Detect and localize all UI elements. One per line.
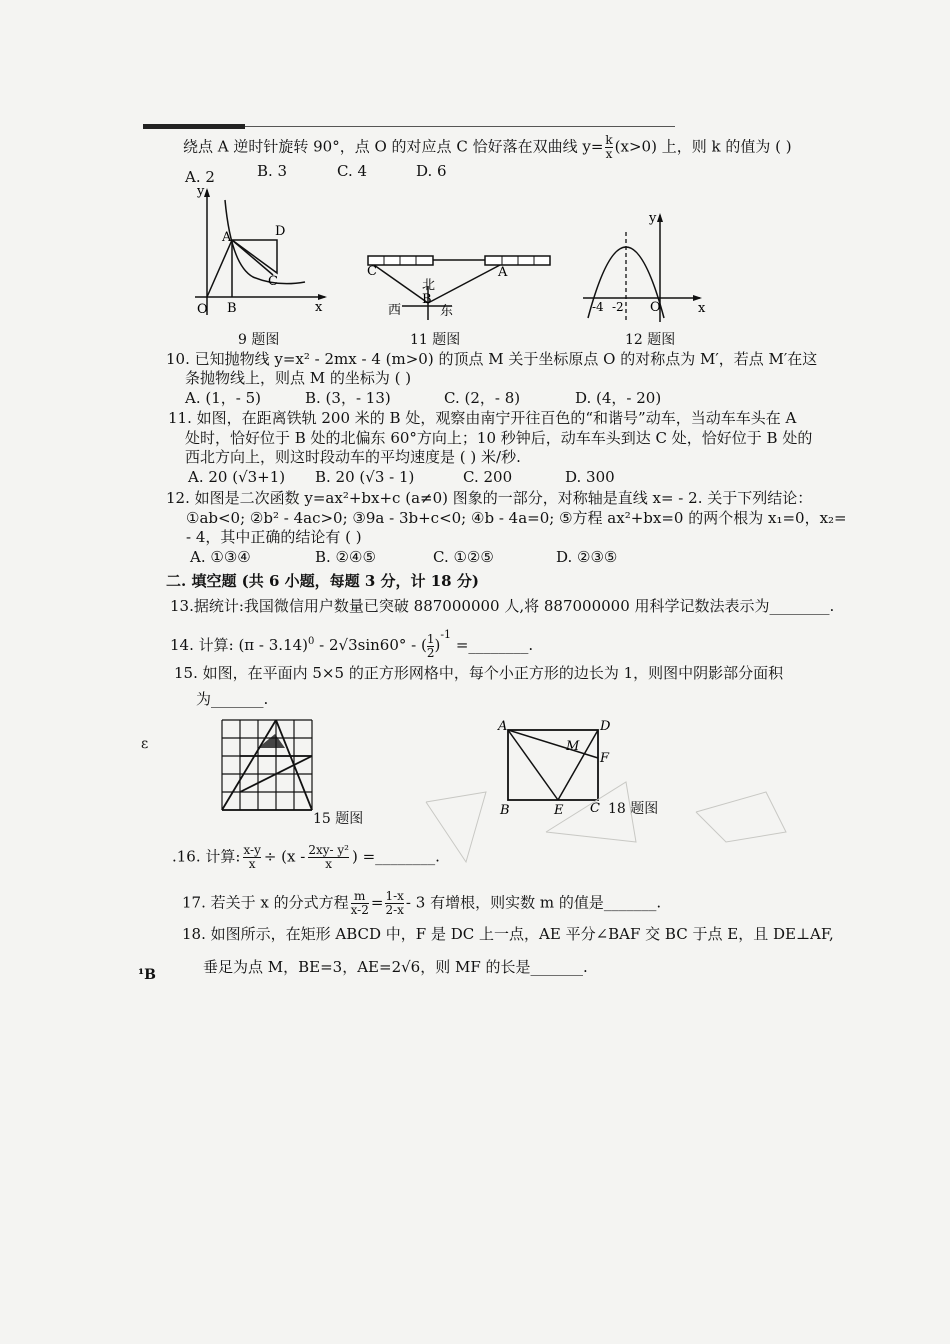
fig18-label-a: A [498,719,508,734]
q16-part-c: ) =________. [351,847,440,866]
margin-mark-bottom: ¹B [138,967,156,983]
q12-line2: ①ab<0; ②b² - 4ac>0; ③9a - 3b+c<0; ④b - 4a=0; ⑤方程 ax²+bx=0 的两个根为 x₁=0，x₂= [186,509,847,527]
q17-equals: = [370,893,384,912]
fig18-label-m: M [566,739,580,754]
q11-option-d: D. 300 [565,468,615,486]
q16-part-b: ÷ (x - [263,847,306,866]
q17-fraction-1 [351,890,369,917]
caption-fig11: 11 题图 [410,332,461,348]
q16-frac1-num: x-y [243,843,261,857]
q15-line1: 15. 如图，在平面内 5×5 的正方形网格中，每个小正方形的边长为 1，则图中阴影部分面积 [174,664,784,682]
fig18-label-e: E [554,803,564,816]
fig11-label-north: 北 [422,278,436,293]
fig9-label-a: A [222,230,232,245]
fig12-label-minus4: -4 [592,300,604,314]
q9-stem-b: (x>0) 上，则 k 的值为 ( ) [614,137,792,156]
q9-fraction [605,134,612,161]
q17-part-a: 17. 若关于 x 的分式方程 [182,893,349,912]
q18-line1: 18. 如图所示，在矩形 ABCD 中，F 是 DC 上一点，AE 平分∠BAF 交 BC 于点 E，且 DE⊥AF, [182,925,834,943]
q10-option-a: A. (1，- 5) [185,389,261,407]
figure-11 [360,248,560,330]
q16-text [172,844,440,871]
q14-part-b: - 2√3sin60° - ( [314,636,427,654]
q14-text [170,628,534,660]
q16-frac2-den: x [325,857,333,871]
fig9-label-d: D [275,224,286,239]
q17-frac1-den: x-2 [350,903,369,917]
fig12-label-minus2: -2 [612,300,624,314]
fig9-label-b: B [227,301,237,316]
fig12-label-y: y [649,211,657,226]
fig18-label-b: B [500,803,510,816]
q14-part-a: 14. 计算: (π - 3.14) [170,636,309,654]
q17-text [182,890,661,917]
caption-fig9: 9 题图 [238,332,280,348]
q16-frac2-num: 2xy- y² [308,843,349,857]
q9-option-d: D. 6 [416,162,447,180]
q10-line2: 条抛物线上，则点 M 的坐标为 ( ) [185,369,412,387]
q12-option-b: B. ②④⑤ [315,548,376,566]
fig18-label-f: F [600,751,610,766]
q9-option-a: A. 2 [185,168,215,186]
fig12-label-x: x [698,301,706,316]
q12-line3: - 4，其中正确的结论有 ( ) [186,528,362,546]
top-rule [143,124,245,129]
figure-12 [578,210,708,328]
q17-fraction-2 [385,890,403,917]
fig9-label-x: x [315,300,323,315]
q17-frac2-den: 2-x [385,903,404,917]
q16-fraction-1 [243,844,260,871]
bleed-through-sketch [396,772,816,872]
q17-part-b: - 3 有增根，则实数 m 的值是_______. [405,893,662,912]
q13-text: 13.据统计:我国微信用户数量已突破 887000000 人,将 887000000 用科学记数法表示为________. [170,597,835,615]
q9-frac-num: k [605,133,613,147]
q9-stem-a: 绕点 A 逆时针旋转 90°，点 O 的对应点 C 恰好落在双曲线 y= [183,137,604,156]
q16-frac1-den: x [248,857,256,871]
q14-exp-zero: 0 [308,636,315,647]
q11-line2: 处时，恰好位于 B 处的北偏东 60°方向上；10 秒钟后，动车车头到达 C 处，恰好位于 B 处的 [185,429,813,447]
q14-part-d: =________. [451,636,534,654]
q11-line3: 西北方向上，则这时段动车的平均速度是 ( ) 米/秒. [185,448,521,466]
q10-line1: 10. 已知抛物线 y=x² - 2mx - 4 (m>0) 的顶点 M 关于坐标原点 O 的对称点为 M′，若点 M′在这 [166,350,818,368]
q9-option-c: C. 4 [337,162,368,180]
fig11-label-a: A [498,265,508,280]
q15-line2: 为_______. [196,690,269,708]
q12-option-a: A. ①③④ [190,548,251,566]
q12-option-d: D. ②③⑤ [556,548,618,566]
figure-15 [220,718,314,812]
fig18-label-c: C [590,801,600,816]
q18-line2: 垂足为点 M，BE=3，AE=2√6，则 MF 的长是_______. [203,958,588,976]
section2-heading: 二. 填空题 (共 6 小题，每题 3 分，计 18 分) [166,572,479,590]
caption-fig12: 12 题图 [625,332,676,348]
figure-9 [185,185,335,325]
q12-line1: 12. 如图是二次函数 y=ax²+bx+c (a≠0) 图象的一部分，对称轴是直线 x= - 2. 关于下列结论： [166,489,813,507]
q11-option-c: C. 200 [463,468,513,486]
q14-frac-den: 2 [426,645,435,660]
fig11-label-east: 东 [440,304,454,319]
q11-line1: 11. 如图，在距离铁轨 200 米的 B 处，观察由南宁开往百色的“和谐号”动车，当动车车头在 A [168,409,797,427]
q9-frac-den: x [605,147,613,161]
q14-exp-neg1: -1 [440,628,452,641]
q11-option-b: B. 20 (√3 - 1) [315,468,415,486]
q10-option-b: B. (3，- 13) [305,389,391,407]
q12-option-c: C. ①②⑤ [433,548,494,566]
fig9-label-c: C [268,274,278,289]
q11-option-a: A. 20 (√3+1) [188,468,286,486]
fig12-label-o: O [650,300,661,315]
q14-part-c: ) [434,636,441,654]
fig11-label-c: C [367,264,377,279]
top-line [245,126,675,127]
q16-fraction-2 [308,844,349,871]
caption-fig18: 18 题图 [608,801,659,817]
caption-fig15: 15 题图 [313,811,364,827]
margin-mark-mid: ε [141,736,149,752]
fig9-label-y: y [197,185,205,199]
fig18-label-d: D [600,719,611,734]
q17-frac1-num: m [351,890,369,904]
q10-option-c: C. (2，- 8) [444,389,521,407]
q9-option-b: B. 3 [257,162,288,180]
q14-frac-num: 1 [426,631,435,646]
fig9-label-o: O [197,302,208,317]
q16-part-a: .16. 计算: [172,847,241,866]
q9-stem [183,134,792,161]
fig11-label-west: 西 [388,303,402,318]
q17-frac2-num: 1-x [385,889,404,903]
fig11-label-b: B [422,292,432,307]
q10-option-d: D. (4，- 20) [575,389,662,407]
